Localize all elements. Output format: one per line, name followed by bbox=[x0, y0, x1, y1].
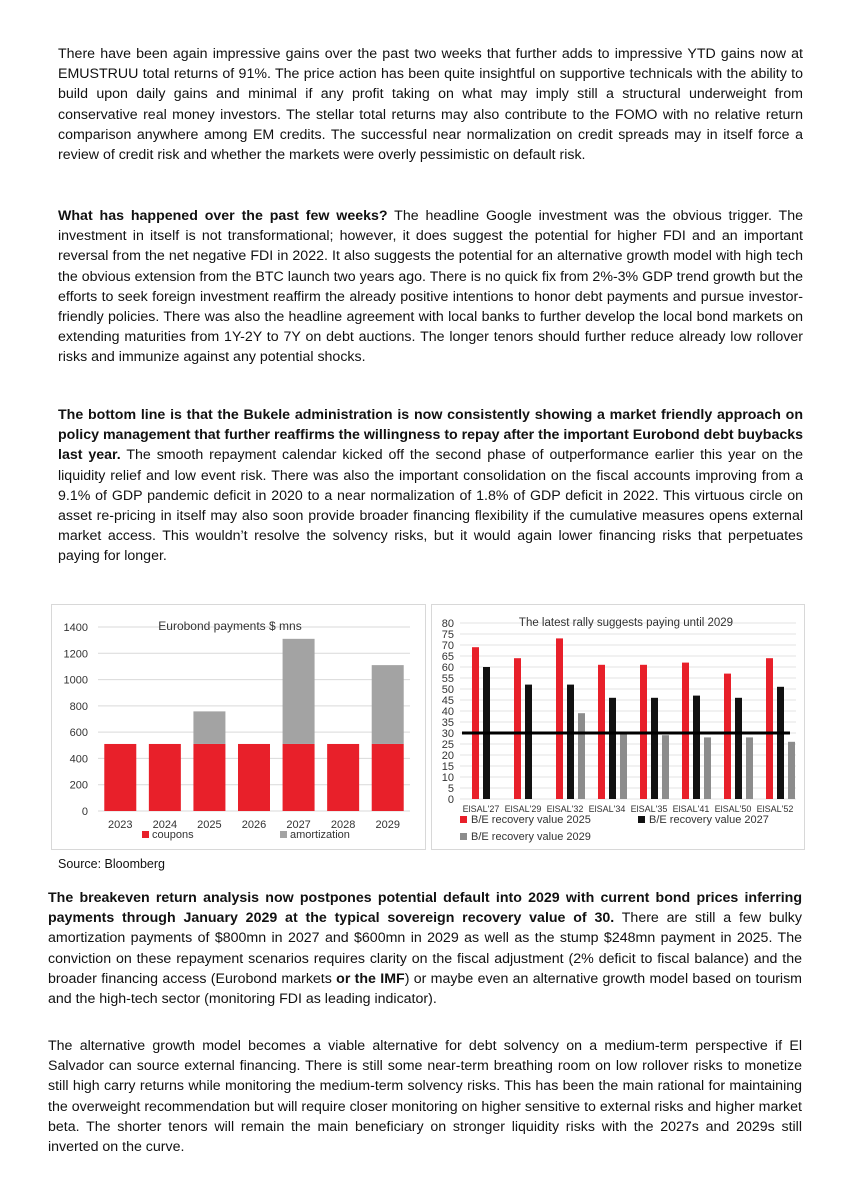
bar-B/E recovery value 2027 bbox=[777, 687, 784, 799]
bar-coupons bbox=[149, 744, 181, 811]
bar-coupons bbox=[283, 744, 315, 811]
breakeven-paragraph bbox=[48, 888, 802, 1009]
bar-B/E recovery value 2027 bbox=[609, 698, 616, 799]
chart-title: The latest rally suggests paying until 2029 bbox=[518, 617, 734, 629]
x-tick-label: ElSAL'34 bbox=[588, 804, 626, 814]
y-tick-label: 35 bbox=[441, 717, 454, 729]
y-tick-label: 1400 bbox=[63, 622, 88, 634]
bar-B/E recovery value 2027 bbox=[693, 696, 700, 799]
source-note: Source: Bloomberg bbox=[58, 857, 166, 871]
breakeven-end: ) or maybe even an alternative growth model based on tourism and the high-tech sector (monitoring FDI as leading indicator). bbox=[48, 970, 802, 1008]
eurobond-payments-svg bbox=[52, 605, 425, 849]
legend-swatch bbox=[460, 833, 467, 840]
legend-swatch bbox=[638, 816, 645, 823]
x-tick-label: 2025 bbox=[197, 819, 222, 831]
bar-coupons bbox=[193, 744, 225, 811]
recent-developments-paragraph bbox=[58, 206, 803, 368]
x-tick-label: ElSAL'35 bbox=[630, 804, 668, 814]
y-tick-label: 30 bbox=[441, 728, 454, 740]
y-tick-label: 200 bbox=[69, 779, 88, 792]
y-tick-label: 1000 bbox=[63, 674, 88, 687]
y-tick-label: 20 bbox=[441, 750, 454, 762]
legend-label: amortization bbox=[290, 829, 350, 841]
y-tick-label: 0 bbox=[447, 794, 454, 806]
bar-amortization bbox=[283, 639, 315, 744]
bottom-line-body: The smooth repayment calendar kicked off the second phase of outperformance earlier this year on the liquidity relief and low event risk. There was also the important consolidation on the fiscal accounts improving from a 9.1% of GDP pandemic deficit in 2020 to a near normalization of 1.8% of GDP deficit in 2022. This virtuous circle on asset re-pricing in itself may also soon provide broader financing flexibility if the cumulative measures opens external market access. This wouldn’t resolve the solvency risks, but it would again lower financing risks that perpetuates paying for longer. bbox=[58, 447, 803, 565]
legend-swatch bbox=[460, 816, 467, 823]
bar-B/E recovery value 2025 bbox=[514, 658, 521, 799]
y-tick-label: 0 bbox=[81, 806, 88, 818]
y-tick-label: 80 bbox=[441, 618, 454, 630]
chart-title: Eurobond payments $ mns bbox=[158, 619, 302, 633]
y-tick-label: 45 bbox=[441, 695, 454, 707]
bottom-line-lead: The bottom line is that the Bukele administration is now consistently showing a market friendly approach on policy management that further reaffirms the willingness to repay after the important Eurobond debt buybacks last year. bbox=[58, 407, 803, 464]
y-tick-label: 1200 bbox=[63, 648, 88, 661]
x-tick-label: ElSAL'29 bbox=[504, 804, 542, 814]
y-tick-label: 65 bbox=[441, 651, 454, 663]
y-tick-label: 600 bbox=[69, 727, 88, 740]
x-tick-label: 2029 bbox=[375, 819, 400, 831]
bar-coupons bbox=[372, 744, 404, 811]
bar-B/E recovery value 2027 bbox=[525, 685, 532, 799]
eurobond-payments-chart bbox=[51, 604, 426, 850]
bar-B/E recovery value 2025 bbox=[472, 647, 479, 799]
legend-label: B/E recovery value 2029 bbox=[471, 831, 591, 843]
x-tick-label: 2028 bbox=[330, 819, 356, 831]
x-tick-label: ElSAL'32 bbox=[546, 804, 584, 814]
recent-developments-lead: What has happened over the past few weeks? bbox=[58, 208, 388, 224]
bar-B/E recovery value 2025 bbox=[724, 674, 731, 799]
y-tick-label: 800 bbox=[69, 700, 88, 713]
y-tick-label: 75 bbox=[441, 629, 454, 641]
bar-B/E recovery value 2027 bbox=[735, 698, 742, 799]
intro-paragraph: There have been again impressive gains over the past two weeks that further adds to impressive YTD gains now at EMUSTRUU total returns of 91%. The price action has been quite insightful on supportive technicals with the ability to build upon daily gains and minimal if any profit taking on what may imply still a structural underweight from conservative real money investors. The stellar total returns may also contribute to the FOMO with no relative return comparison anywhere among EM credits. The successful near normalization on credit spreads may in itself force a review of credit risk and whether the markets were overly pessimistic on default risk. bbox=[58, 46, 803, 164]
x-tick-label: 2023 bbox=[108, 819, 133, 831]
bar-B/E recovery value 2029 bbox=[620, 733, 627, 799]
bar-B/E recovery value 2027 bbox=[651, 698, 658, 799]
y-tick-label: 50 bbox=[441, 684, 454, 696]
bar-B/E recovery value 2025 bbox=[766, 658, 773, 799]
bar-B/E recovery value 2027 bbox=[567, 685, 574, 799]
y-tick-label: 400 bbox=[69, 753, 88, 766]
y-tick-label: 55 bbox=[441, 673, 454, 685]
bar-coupons bbox=[104, 744, 136, 811]
bar-B/E recovery value 2029 bbox=[662, 735, 669, 799]
legend-label: B/E recovery value 2027 bbox=[649, 814, 769, 826]
legend-label: coupons bbox=[152, 829, 194, 841]
x-tick-label: ElSAL'50 bbox=[714, 804, 752, 814]
x-tick-label: 2026 bbox=[241, 819, 267, 831]
bar-amortization bbox=[372, 665, 404, 744]
y-tick-label: 60 bbox=[441, 662, 454, 674]
bottom-line-paragraph bbox=[58, 405, 803, 567]
breakeven-imf: or the IMF bbox=[336, 970, 405, 987]
legend-swatch bbox=[142, 831, 149, 838]
y-tick-label: 10 bbox=[441, 772, 454, 784]
legend-label: B/E recovery value 2025 bbox=[471, 814, 591, 826]
bar-coupons bbox=[327, 744, 359, 811]
x-tick-label: ElSAL'41 bbox=[672, 804, 710, 814]
bar-B/E recovery value 2029 bbox=[578, 713, 585, 799]
breakeven-recovery-chart bbox=[431, 604, 805, 850]
bar-amortization bbox=[193, 711, 225, 744]
legend-swatch bbox=[280, 831, 287, 838]
y-tick-label: 5 bbox=[447, 783, 454, 795]
y-tick-label: 15 bbox=[441, 761, 454, 773]
y-tick-label: 25 bbox=[441, 739, 454, 751]
recent-developments-body: The headline Google investment was the obvious trigger. The investment in itself is not transformational; however, it does suggest the potential for higher FDI and an important reversal from the net negative FDI in 2022. It also suggests the potential for an alternative growth model with high tech the obvious extension from the BTC launch two years ago. There is no quick fix from 2%-3% GDP trend growth but the efforts to seek foreign investment reaffirm the already positive intentions to honor debt payments and pursue investor-friendly policies. There was also the headline agreement with local banks to further develop the local bond markets on extending maturities from 1Y-2Y to 7Y on debt auctions. The longer tenors should further reduce already low rollover risks and immunize against any potential shocks. bbox=[58, 208, 803, 366]
growth-model-paragraph: The alternative growth model becomes a viable alternative for debt solvency on a medium-term perspective if El Salvador can source external financing. There is still some near-term breathing room on low rollover risks to monetize still high carry returns while monitoring the medium-term solvency risks. This has been the main rational for maintaining the overweight recommendation but will require closer monitoring on higher sensitive to external risks and higher market beta. The shorter tenors will remain the main beneficiary on stronger liquidity risks with the 2027s and 2029s still inverted on the curve. bbox=[48, 1038, 802, 1156]
breakeven-recovery-svg bbox=[432, 605, 804, 849]
bar-B/E recovery value 2029 bbox=[704, 737, 711, 799]
x-tick-label: 2024 bbox=[152, 819, 178, 831]
x-tick-label: ElSAL'52 bbox=[756, 804, 794, 814]
breakeven-body: There are still a few bulky amortization payments of $800mn in 2027 and $600mn in 2029 as well as the stump $248mn payment in 2025. The conviction on these repayment scenarios requires clarity on the fiscal adjustment (2% deficit to fiscal balance) and the broader financing access (Eurobond markets bbox=[48, 910, 802, 987]
bar-B/E recovery value 2029 bbox=[746, 737, 753, 799]
bar-B/E recovery value 2025 bbox=[682, 663, 689, 799]
y-tick-label: 70 bbox=[441, 640, 454, 652]
bar-B/E recovery value 2029 bbox=[788, 742, 795, 799]
bar-coupons bbox=[238, 744, 270, 811]
bar-B/E recovery value 2025 bbox=[556, 638, 563, 799]
breakeven-lead: The breakeven return analysis now postpones potential default into 2029 with current bond prices inferring payments through January 2029 at the typical sovereign recovery value of 30. bbox=[48, 890, 802, 927]
x-tick-label: 2027 bbox=[286, 819, 311, 831]
y-tick-label: 40 bbox=[441, 706, 454, 718]
x-tick-label: ElSAL'27 bbox=[462, 804, 500, 814]
